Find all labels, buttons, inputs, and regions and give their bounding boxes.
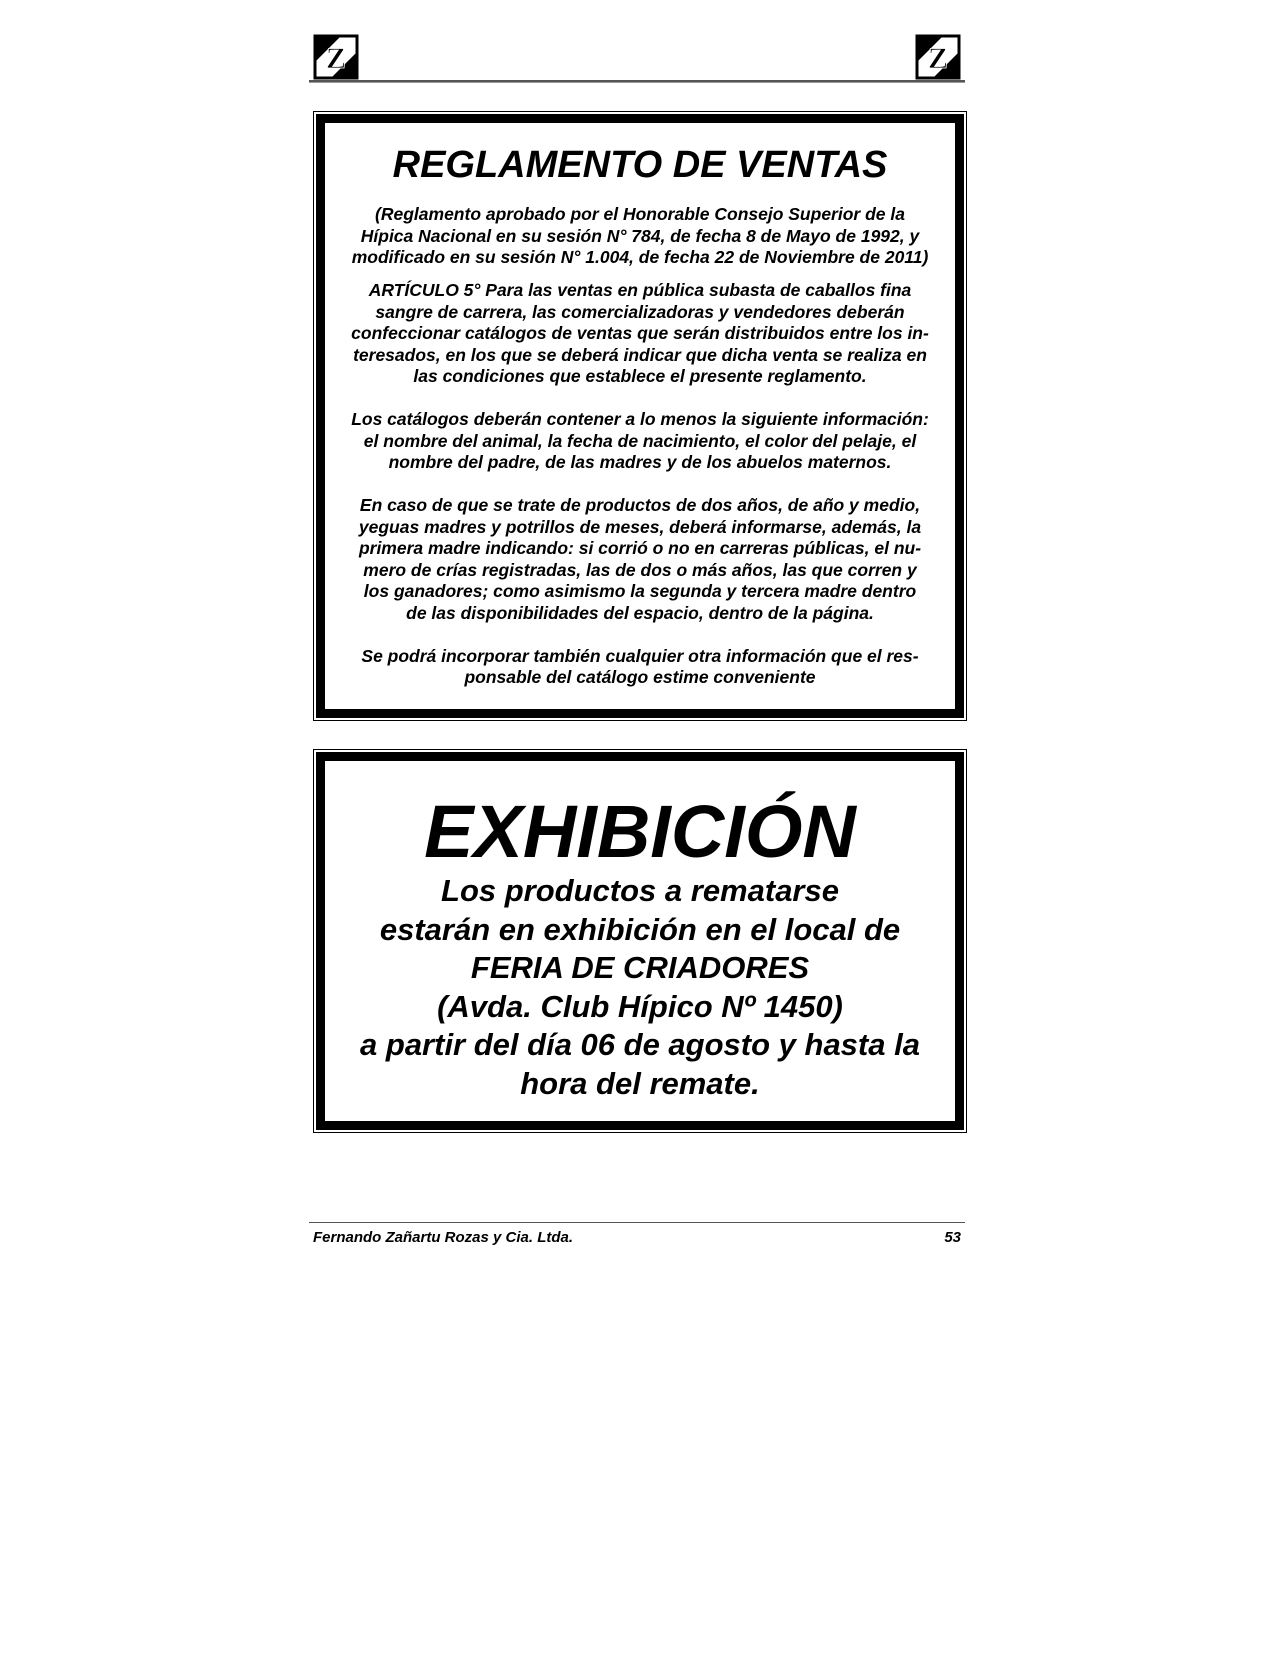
article-first-text: Para las ventas en pública subasta de caballos fina (480, 280, 912, 300)
paragraph-line: En caso de que se trate de productos de dos años, de año y medio, (359, 495, 921, 515)
exhibicion-line: estarán en exhibición en el local de (379, 911, 901, 947)
exhibicion-box (316, 752, 964, 1130)
header-divider (309, 80, 965, 83)
paragraph-line: teresados, en los que se deberá indicar que dicha venta se realiza en (353, 344, 927, 365)
page-header (309, 32, 965, 86)
paragraph-line: los ganadores; como asimismo la segunda y tercera madre dentro (363, 581, 917, 601)
paragraph-line: ponsable del catálogo estime conveniente (464, 667, 816, 687)
exhibicion-line: FERIA DE CRIADORES (470, 950, 810, 985)
paragraph-line: nombre del padre, de las madres y de los abuelos maternos. (388, 452, 892, 472)
exhibicion-line: hora del remate. (520, 1065, 760, 1101)
exhibicion-line: Los productos a rematarse (441, 873, 839, 908)
exhibicion-body (328, 872, 952, 1103)
subtitle-line: modificado en su sesión N° 1.004, de fecha 22 de Noviembre de 2011) (351, 247, 929, 267)
article-paragraph (330, 280, 950, 388)
svg-text:Z: Z (927, 42, 949, 75)
subtitle-line: Hípica Nacional en su sesión N° 784, de fecha 8 de Mayo de 1992, y (360, 225, 920, 246)
other-info-paragraph (330, 646, 950, 689)
reglamento-subtitle (332, 204, 948, 269)
paragraph-line: primera madre indicando: si corrió o no en carreras públicas, el nu- (358, 538, 922, 558)
products-paragraph (330, 495, 950, 624)
paragraph-line: el nombre del animal, la fecha de nacimiento, el color del pelaje, el (363, 430, 917, 451)
reglamento-box (316, 114, 964, 718)
catalog-paragraph (330, 409, 950, 474)
paragraph-line: Los catálogos deberán contener a lo menos la siguiente información: (351, 409, 929, 429)
page-footer (309, 1222, 965, 1252)
paragraph-line: yeguas madres y potrillos de meses, deberá informarse, además, la (358, 516, 922, 537)
reglamento-body (330, 280, 950, 710)
article-label: ARTÍCULO 5° (368, 280, 481, 300)
fz-logo-icon (311, 32, 361, 82)
fz-logo-icon (913, 32, 963, 82)
subtitle-line: (Reglamento aprobado por el Honorable Consejo Superior de la (375, 204, 905, 224)
footer-company: Fernando Zañartu Rozas y Cia. Ltda. (313, 1229, 574, 1246)
paragraph-line: Se podrá incorporar también cualquier otra información que el res- (361, 645, 919, 666)
paragraph-line: de las disponibilidades del espacio, dentro de la página. (406, 602, 874, 623)
reglamento-title: REGLAMENTO DE VENTAS (392, 144, 888, 186)
footer-divider (309, 1222, 965, 1223)
paragraph-line: sangre de carrera, las comercializadoras y vendedores deberán (375, 301, 905, 322)
page-number: 53 (944, 1229, 961, 1246)
paragraph-line: las condiciones que establece el presente reglamento. (413, 366, 867, 386)
exhibicion-line: a partir del día 06 de agosto y hasta la (360, 1027, 920, 1062)
paragraph-line: confeccionar catálogos de ventas que serán distribuidos entre los in- (351, 323, 929, 343)
paragraph-line: mero de crías registradas, las de dos o más años, las que corren y (363, 559, 917, 580)
svg-text:Z: Z (325, 42, 347, 75)
article-first-line (369, 280, 912, 300)
exhibicion-line: (Avda. Club Hípico Nº 1450) (437, 988, 843, 1024)
exhibicion-title: EXHIBICIÓN (424, 790, 856, 873)
